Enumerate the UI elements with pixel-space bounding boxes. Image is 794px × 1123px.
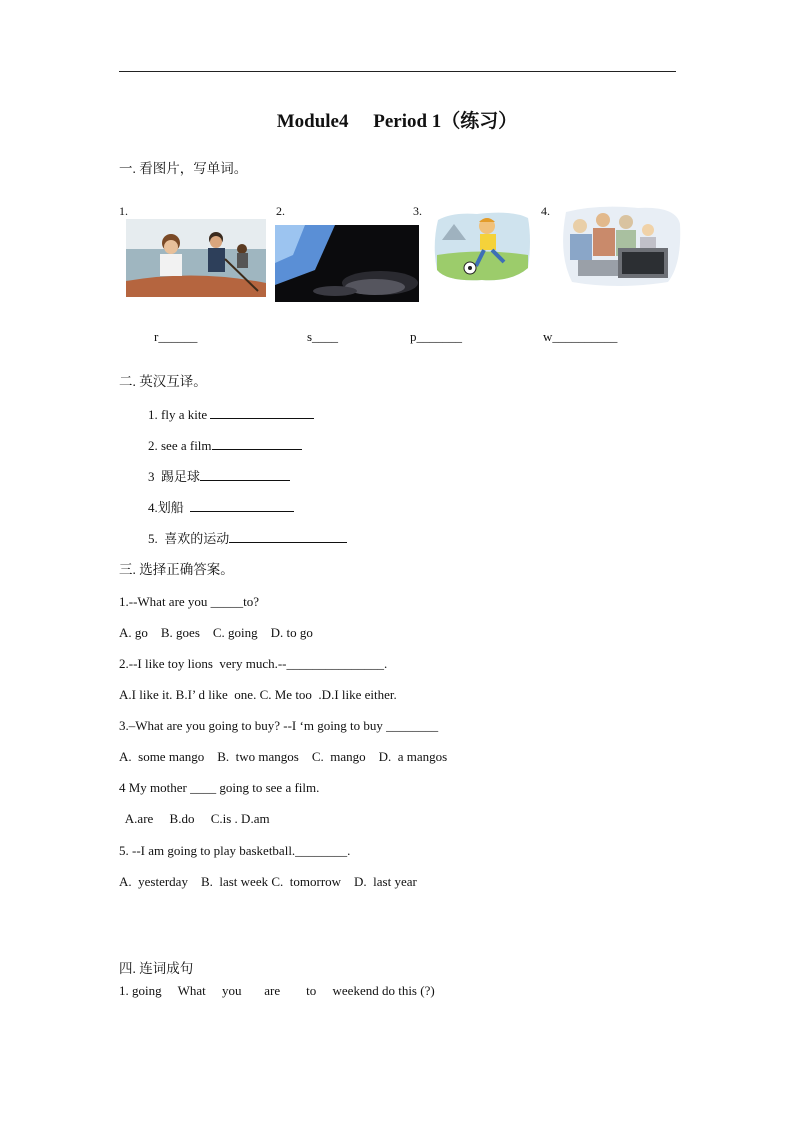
page-title (0, 106, 794, 133)
section2-heading: 二. 英汉互译。 (119, 374, 207, 389)
item1-hint[interactable]: r______ (154, 329, 198, 344)
translate-item-5-text: 5. 喜欢的运动 (148, 531, 230, 546)
header-rule (119, 71, 676, 72)
question-3: 3.–What are you going to buy? --I ‘m going to buy ________ (119, 718, 439, 733)
answer-blank[interactable] (229, 530, 347, 543)
translate-item-1 (148, 406, 314, 423)
question-1: 1.--What are you _____to? (119, 594, 260, 609)
question-2: 2.--I like toy lions very much.--_______________. (119, 656, 388, 671)
answer-blank[interactable] (200, 468, 290, 481)
title-module: Module4 (276, 111, 349, 132)
answer-blank[interactable] (210, 406, 314, 419)
answer-blank[interactable] (190, 499, 294, 512)
item1-number: 1. (119, 204, 128, 218)
translate-item-1-text: 1. fly a kite (148, 407, 211, 422)
options-3: A. some mango B. two mangos C. mango D. a mangos (119, 749, 448, 764)
translate-item-2 (148, 437, 302, 454)
translate-item-4-text: 4.划船 (148, 500, 191, 515)
question-4: 4 My mother ____ going to see a film. (119, 780, 320, 795)
item3-hint[interactable]: p_______ (410, 329, 462, 344)
translate-item-2-text: 2. see a film (148, 438, 212, 453)
item3-number: 3. (413, 204, 422, 218)
item2-number: 2. (276, 204, 285, 218)
item4-number: 4. (541, 204, 550, 218)
boating-family-image (126, 219, 266, 297)
options-1: A. go B. goes C. going D. to go (119, 625, 313, 640)
answer-blank[interactable] (212, 437, 302, 450)
word-order-1: 1. going What you are to weekend do this (?) (119, 983, 435, 998)
section3-heading: 三. 选择正确答案。 (119, 562, 234, 577)
family-tv-image (558, 204, 682, 288)
title-period: Period 1（练习） (373, 111, 518, 132)
question-5: 5. --I am going to play basketball.________. (119, 843, 351, 858)
boy-football-image (432, 210, 532, 283)
cinema-audience-image (275, 225, 419, 302)
translate-item-3-text: 3 踢足球 (148, 469, 201, 484)
section1-heading: 一. 看图片，写单词。 (119, 161, 248, 176)
translate-item-5 (148, 530, 347, 547)
translate-item-4 (148, 499, 294, 516)
item2-hint[interactable]: s____ (307, 329, 339, 344)
options-4: A.are B.do C.is . D.am (119, 811, 270, 826)
options-2: A.I like it. B.I’ d like one. C. Me too .D.I like either. (119, 687, 397, 702)
item4-hint[interactable]: w__________ (543, 329, 618, 344)
options-5: A. yesterday B. last week C. tomorrow D. last year (119, 874, 417, 889)
section4-heading: 四. 连词成句 (119, 961, 194, 976)
translate-item-3 (148, 468, 290, 485)
